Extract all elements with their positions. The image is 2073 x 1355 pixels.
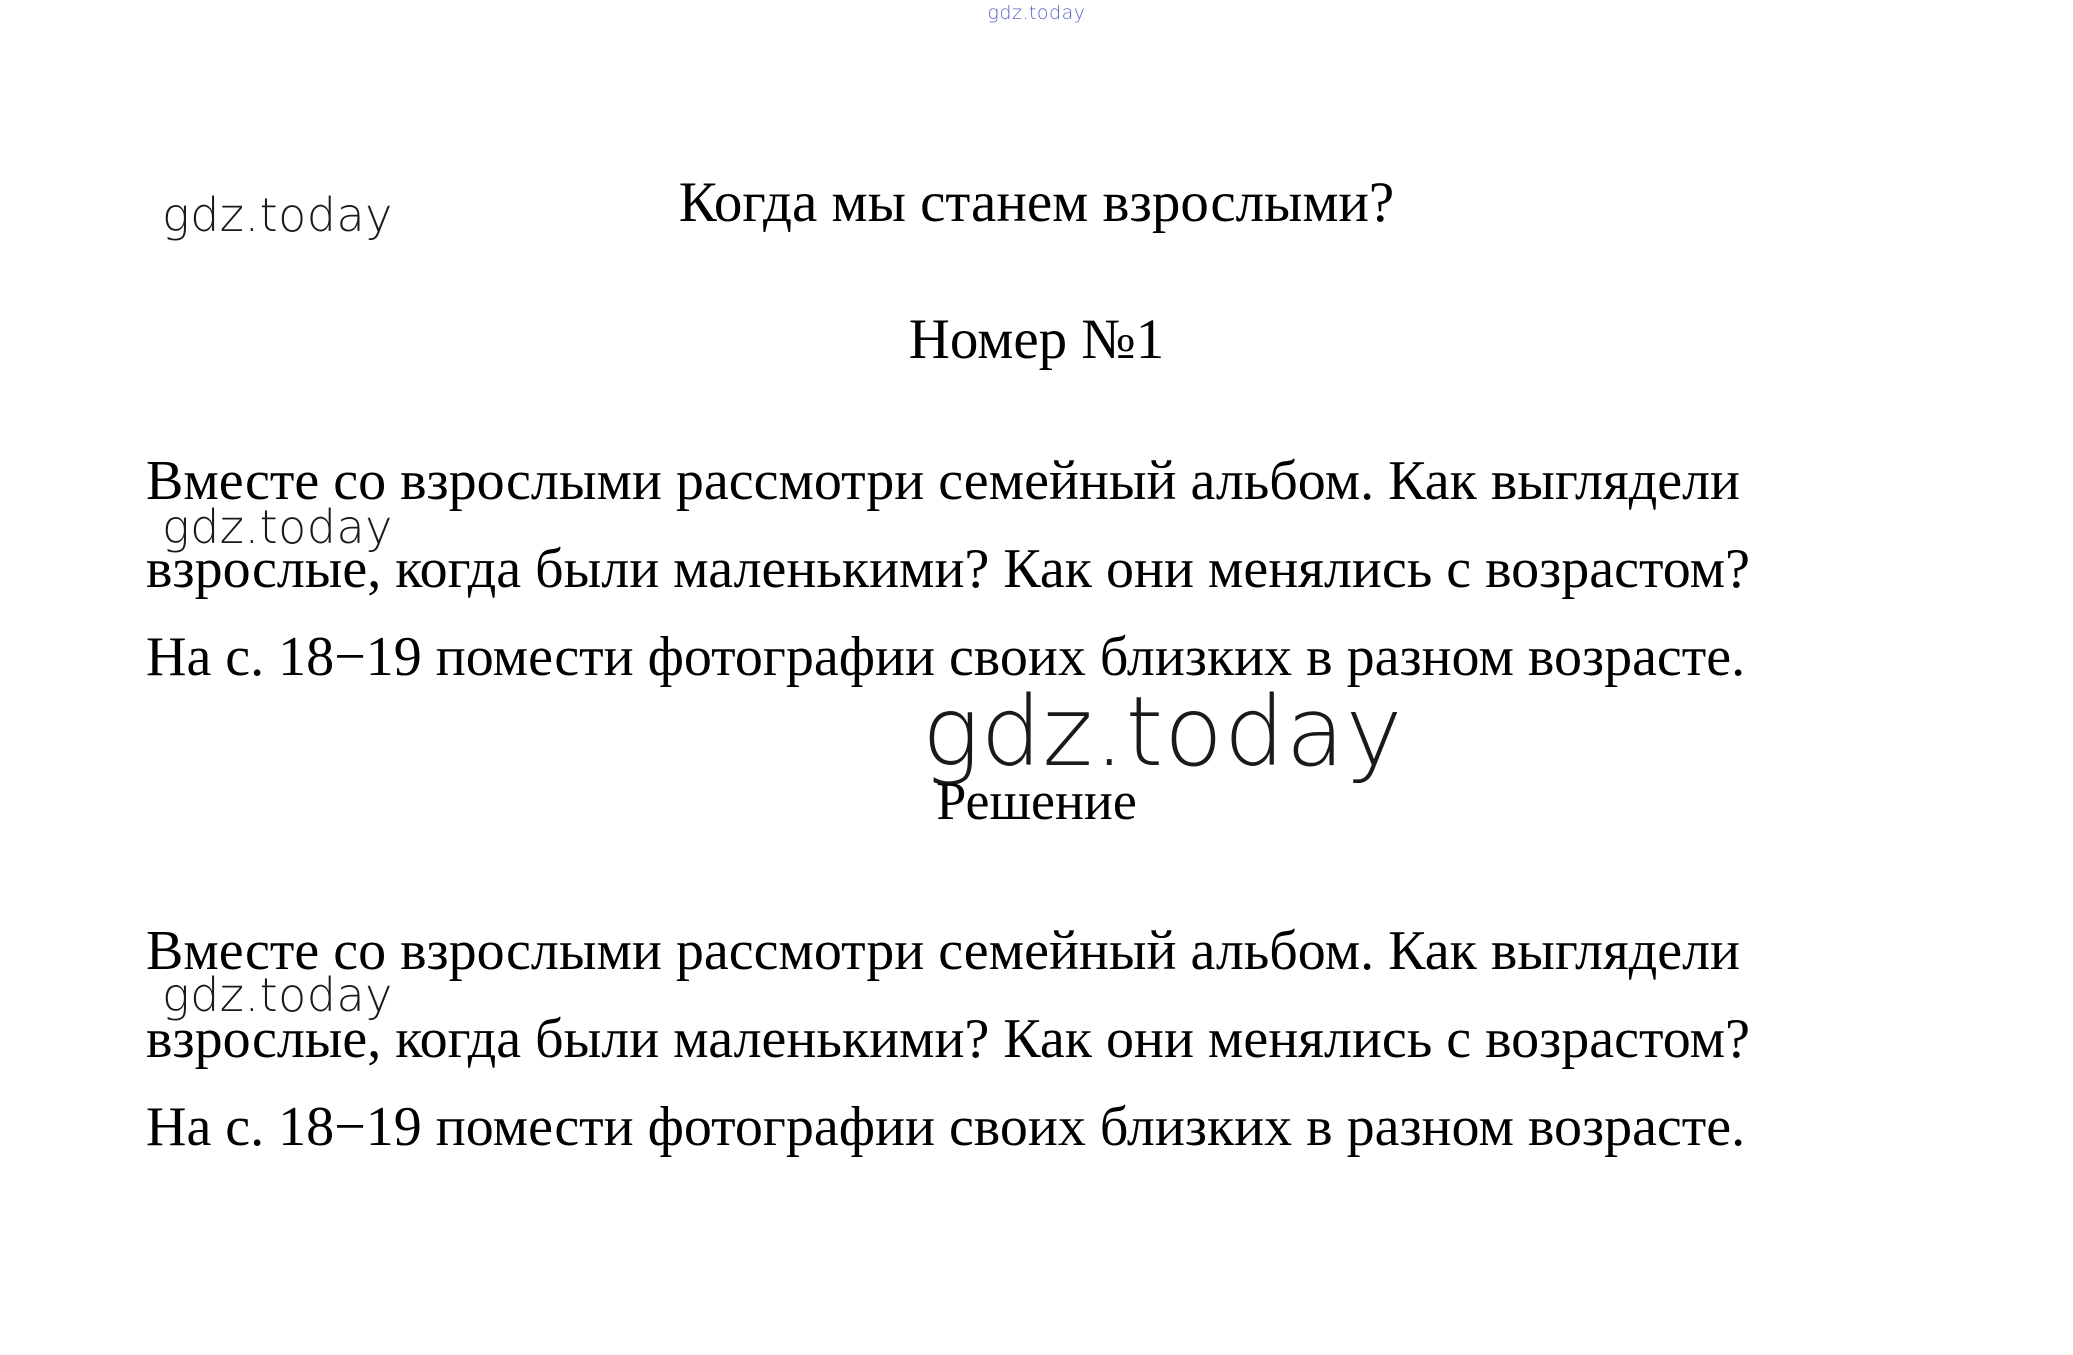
task-line-2: взрослые, когда были маленькими? Как они менялись с возрастом? (146, 538, 1750, 600)
watermark-left-3: gdz.today (162, 968, 393, 1022)
watermark-left-1: gdz.today (162, 188, 393, 242)
solution-line-1: Вместе со взрослыми рассмотри семейный альбом. Как выглядели (146, 920, 1741, 982)
watermark-top: gdz.today (987, 2, 1086, 24)
solution-heading: Решение (936, 771, 1137, 831)
watermark-center: gdz.today (922, 676, 1404, 788)
solution-text (146, 907, 1750, 1171)
task-line-1: Вместе со взрослыми рассмотри семейный альбом. Как выглядели (146, 450, 1741, 512)
task-text (146, 437, 1750, 701)
task-number: Номер №1 (908, 308, 1165, 371)
page-title: Когда мы станем взрослыми? (678, 171, 1395, 234)
solution-line-3: На с. 18−19 помести фотографии своих близких в разном возрасте. (146, 1096, 1746, 1158)
watermark-left-2: gdz.today (162, 500, 393, 554)
solution-line-2: взрослые, когда были маленькими? Как они менялись с возрастом? (146, 1008, 1750, 1070)
task-line-3: На с. 18−19 помести фотографии своих близких в разном возрасте. (146, 626, 1746, 688)
